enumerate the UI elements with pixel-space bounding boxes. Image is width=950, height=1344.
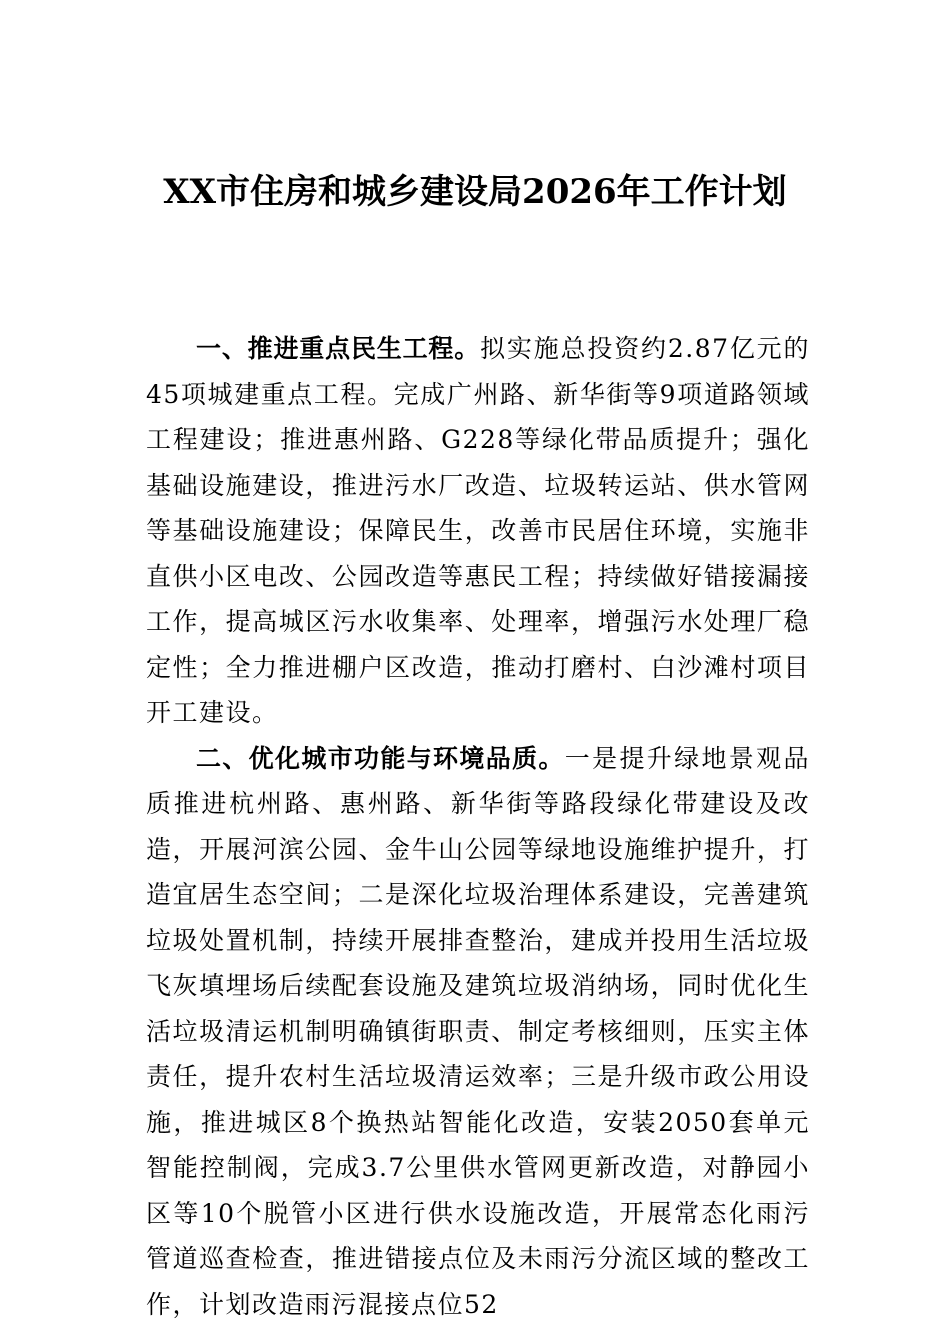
section-paragraph [146, 326, 810, 736]
section-heading: 一、推进重点民生工程。 [196, 334, 481, 363]
section-paragraph [146, 736, 810, 1328]
section-text: 一是提升绿地景观品质推进杭州路、惠州路、新华街等路段绿化带建设及改造，开展河滨公园、金牛山公园等绿地设施维护提升，打造宜居生态空间；二是深化垃圾治理体系建设，完善建筑垃圾处置机制，持续开展排查整治，建成并投用生活垃圾飞灰填埋场后续配套设施及建筑垃圾消纳场，同时优化生活垃圾清运机制明确镇街职责、制定考核细则，压实主体责任，提升农村生活垃圾清运效率；三是升级市政公用设施，推进城区8个换热站智能化改造，安装2050套单元智能控制阀，完成3.7公里供水管网更新改造，对静园小区等10个脱管小区进行供水设施改造，开展常态化雨污管道巡查检查，推进错接点位及未雨污分流区域的整改工作，计划改造雨污混接点位52 [146, 743, 810, 1319]
document-body [146, 326, 810, 1327]
section-text: 拟实施总投资约2.87亿元的45项城建重点工程。完成广州路、新华街等9项道路领域工程建设；推进惠州路、G228等绿化带品质提升；强化基础设施建设，推进污水厂改造、垃圾转运站、供水管网等基础设施建设；保障民生，改善市民居住环境，实施非直供小区电改、公园改造等惠民工程；持续做好错接漏接工作，提高城区污水收集率、处理率，增强污水处理厂稳定性；全力推进棚户区改造，推动打磨村、白沙滩村项目开工建设。 [146, 334, 810, 727]
document-title: XX市住房和城乡建设局2026年工作计划 [163, 172, 787, 212]
section-heading: 二、优化城市功能与环境品质。 [196, 743, 565, 773]
